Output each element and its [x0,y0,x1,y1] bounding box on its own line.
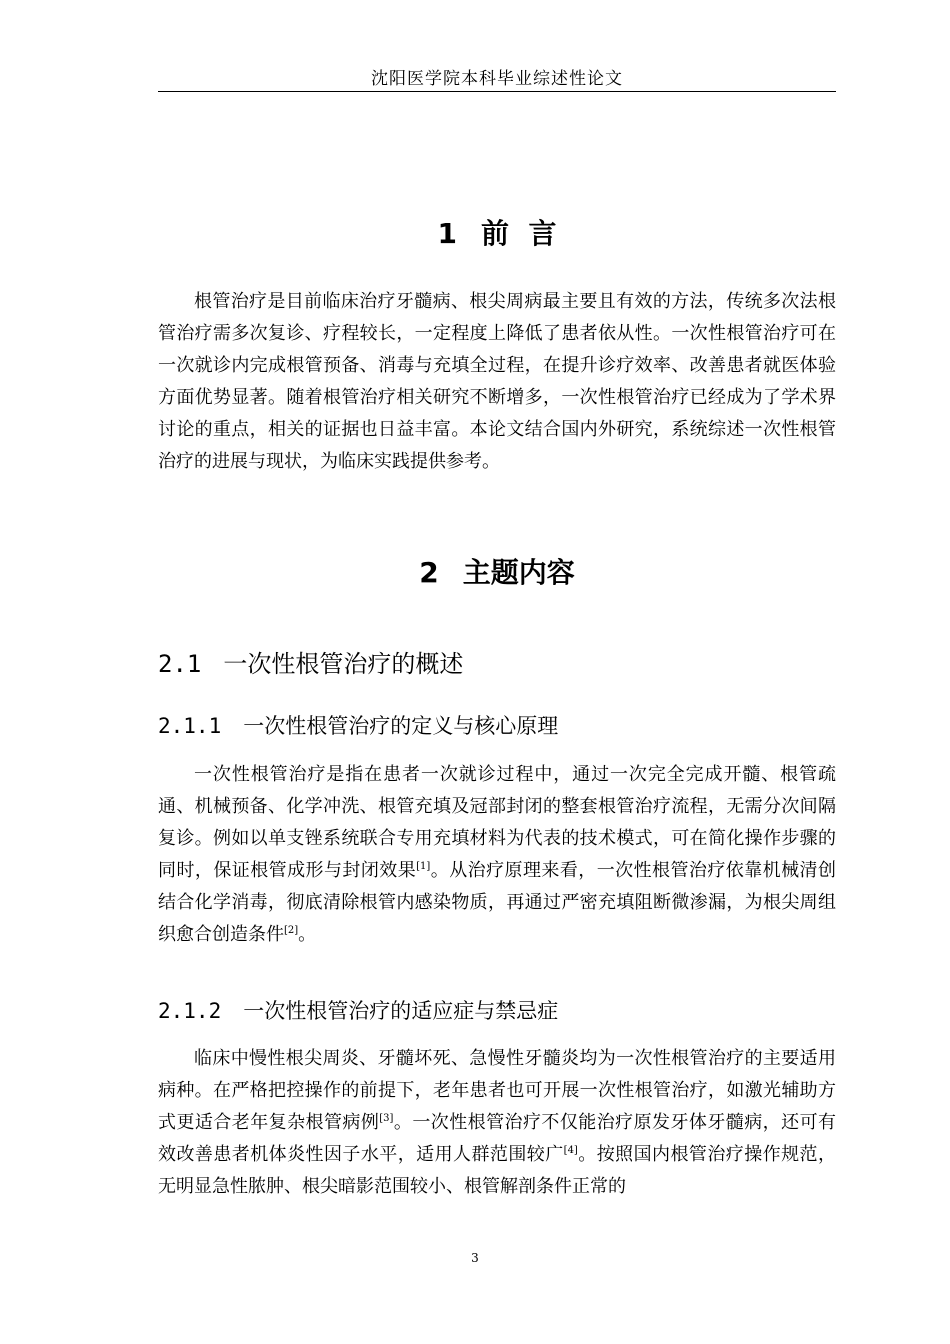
running-header: 沈阳医学院本科毕业综述性论文 [371,69,623,89]
section-2-1-1-paragraph [158,759,836,951]
section-2-1-heading [158,644,463,679]
section-2-1-number: 2.1 [158,650,202,678]
section-2-1-2-number: 2.1.2 [158,999,222,1023]
chapter-2-title: 主题内容 [462,556,575,589]
citation-2: [2] [284,925,299,936]
section-2-1-2-text-c: 。按照国内根管治疗操作规范，无明显急性脓肿、根尖暗影范围较小、根管解剖条件正常的 [158,1144,836,1197]
chapter-1-title: 前 言 [480,217,557,250]
section-2-1-2-text-a: 临床中慢性根尖周炎、牙髓坏死、急慢性牙髓炎均为一次性根管治疗的主要适用病种。在严格把控操作的前提下，老年患者也可开展一次性根管治疗，如激光辅助方式更适合老年复杂根管病例 [158,1048,836,1133]
section-2-1-title: 一次性根管治疗的概述 [223,650,464,678]
page-number: 3 [471,1251,479,1265]
section-2-1-2-heading [158,995,558,1025]
chapter-1-heading [158,212,836,252]
section-2-1-2-paragraph [158,1043,836,1203]
citation-4: [4] [563,1145,578,1156]
section-2-1-1-number: 2.1.1 [158,714,222,738]
citation-1: [1] [416,861,431,872]
header-rule [158,91,836,92]
chapter-2-number: 2 [419,556,439,589]
section-2-1-1-title: 一次性根管治疗的定义与核心原理 [243,714,559,738]
section-2-1-1-text-b: 。从治疗原理来看，一次性根管治疗依靠机械清创结合化学消毒，彻底清除根管内感染物质，再通过严密充填阻断微渗漏，为根尖周组织愈合创造条件 [158,860,836,945]
section-2-1-2-title: 一次性根管治疗的适应症与禁忌症 [243,999,559,1023]
section-2-1-1-text-c: 。 [298,924,317,945]
section-2-1-2-text-b: 。一次性根管治疗不仅能治疗原发牙体牙髓病，还可有效改善患者机体炎性因子水平，适用人群范围较广 [158,1112,837,1165]
section-2-1-1-heading [158,710,558,740]
chapter-1-paragraph: 根管治疗是目前临床治疗牙髓病、根尖周病最主要且有效的方法，传统多次法根管治疗需多次复诊、疗程较长，一定程度上降低了患者依从性。一次性根管治疗可在一次就诊内完成根管预备、消毒与充填全过程，在提升诊疗效率、改善患者就医体验方面优势显著。随着根管治疗相关研究不断增多，一次性根管治疗已经成为了学术界讨论的重点，相关的证据也日益丰富。本论文结合国内外研究，系统综述一次性根管治疗的进展与现状，为临床实践提供参考。 [158,291,836,472]
section-2-1-1-text-a: 一次性根管治疗是指在患者一次就诊过程中，通过一次完全完成开髓、根管疏通、机械预备、化学冲洗、根管充填及冠部封闭的整套根管治疗流程，无需分次间隔复诊。例如以单支锉系统联合专用充填材料为代表的技术模式，可在简化操作步骤的同时，保证根管成形与封闭效果 [158,764,836,881]
citation-3: [3] [379,1113,394,1124]
chapter-1-number: 1 [437,217,457,250]
chapter-2-heading [158,551,836,591]
